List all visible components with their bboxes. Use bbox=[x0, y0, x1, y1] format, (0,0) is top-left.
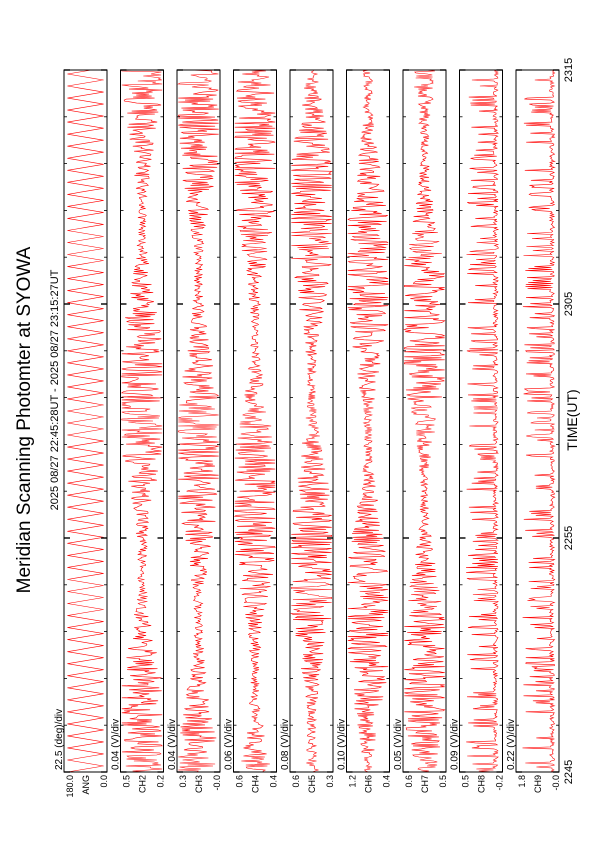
panel-7-bottom-label: 0.5 bbox=[438, 775, 448, 788]
panel-1-bottom-label: 0.0 bbox=[99, 775, 109, 788]
x-tick-label: 2315 bbox=[563, 57, 575, 83]
panel-4-top-label: 0.6 bbox=[234, 775, 245, 788]
panel-6-bottom-label: 0.4 bbox=[381, 775, 392, 788]
panel-8-trace bbox=[466, 70, 498, 772]
panel-9-channel-label: CH9 bbox=[533, 775, 543, 794]
panel-3-top-label: 0.3 bbox=[178, 775, 188, 788]
panel-5-top-label: 0.6 bbox=[291, 775, 301, 788]
panel-3-channel-label: CH3 bbox=[194, 775, 204, 794]
panel-2-channel-label: CH2 bbox=[137, 775, 148, 794]
panel-2-scale-label: 0.04 (V)/div bbox=[110, 718, 122, 770]
panel-6-scale-label: 0.10 (V)/div bbox=[336, 718, 348, 770]
x-tick-label: 2305 bbox=[563, 291, 575, 317]
panel-5-scale-label: 0.08 (V)/div bbox=[280, 718, 291, 770]
x-axis-label: TIME(UT) bbox=[564, 389, 580, 451]
chart-title: Meridian Scanning Photomter at SYOWA bbox=[14, 246, 35, 594]
panel-2-frame bbox=[121, 70, 164, 772]
panel-8-bottom-label: -0.2 bbox=[494, 775, 505, 791]
panel-1-scale-label: 22.5 (deg)/div bbox=[54, 708, 65, 770]
panel-6-channel-label: CH6 bbox=[363, 775, 374, 794]
panel-2-bottom-label: 0.2 bbox=[155, 775, 166, 788]
panel-5-bottom-label: 0.3 bbox=[325, 775, 335, 788]
panel-4 bbox=[224, 70, 279, 793]
panel-8-scale-label: 0.09 (V)/div bbox=[449, 718, 461, 770]
panel-2 bbox=[111, 70, 166, 793]
panel-5 bbox=[280, 70, 335, 793]
panel-9-bottom-label: -0.0 bbox=[551, 775, 561, 791]
panel-7-channel-label: CH7 bbox=[420, 775, 430, 794]
panel-6-trace bbox=[348, 70, 388, 772]
panel-5-channel-label: CH5 bbox=[307, 775, 317, 794]
panel-6 bbox=[337, 70, 392, 793]
panel-7 bbox=[393, 70, 448, 793]
panel-2-top-label: 0.5 bbox=[121, 775, 132, 788]
panel-3-bottom-label: -0.0 bbox=[212, 775, 222, 791]
panel-group bbox=[54, 58, 575, 798]
panel-9-trace bbox=[523, 70, 555, 772]
panel-7-scale-label: 0.05 (V)/div bbox=[393, 718, 404, 770]
panel-7-top-label: 0.6 bbox=[404, 775, 414, 788]
panel-8-top-label: 0.5 bbox=[460, 775, 471, 788]
panel-8-channel-label: CH8 bbox=[476, 775, 487, 794]
panel-1-channel-label: ANG bbox=[81, 775, 91, 795]
panel-4-scale-label: 0.06 (V)/div bbox=[223, 718, 235, 770]
panel-2-trace bbox=[122, 70, 162, 772]
panel-4-trace bbox=[235, 70, 275, 772]
panel-3 bbox=[167, 70, 222, 793]
x-tick-label: 2245 bbox=[563, 759, 575, 785]
panel-4-channel-label: CH4 bbox=[250, 775, 261, 794]
panel-3-scale-label: 0.04 (V)/div bbox=[167, 718, 178, 770]
x-tick-label: 2255 bbox=[563, 525, 575, 551]
panel-8 bbox=[450, 70, 505, 793]
panel-9-top-label: 1.8 bbox=[517, 775, 527, 788]
panel-3-trace bbox=[178, 70, 218, 772]
time-range: 2025 08/27 22:45:28UT - 2025 08/27 23:15:27UT bbox=[49, 269, 61, 511]
panel-9 bbox=[506, 70, 561, 793]
panel-1-top-label: 180.0 bbox=[65, 775, 75, 798]
panel-6-top-label: 1.2 bbox=[347, 775, 358, 788]
panel-1 bbox=[54, 70, 109, 798]
panel-1-trace bbox=[67, 70, 103, 772]
panel-7-trace bbox=[404, 70, 444, 772]
panel-5-trace bbox=[291, 70, 331, 772]
panel-4-bottom-label: 0.4 bbox=[268, 775, 279, 788]
panel-9-scale-label: 0.22 (V)/div bbox=[506, 718, 517, 770]
